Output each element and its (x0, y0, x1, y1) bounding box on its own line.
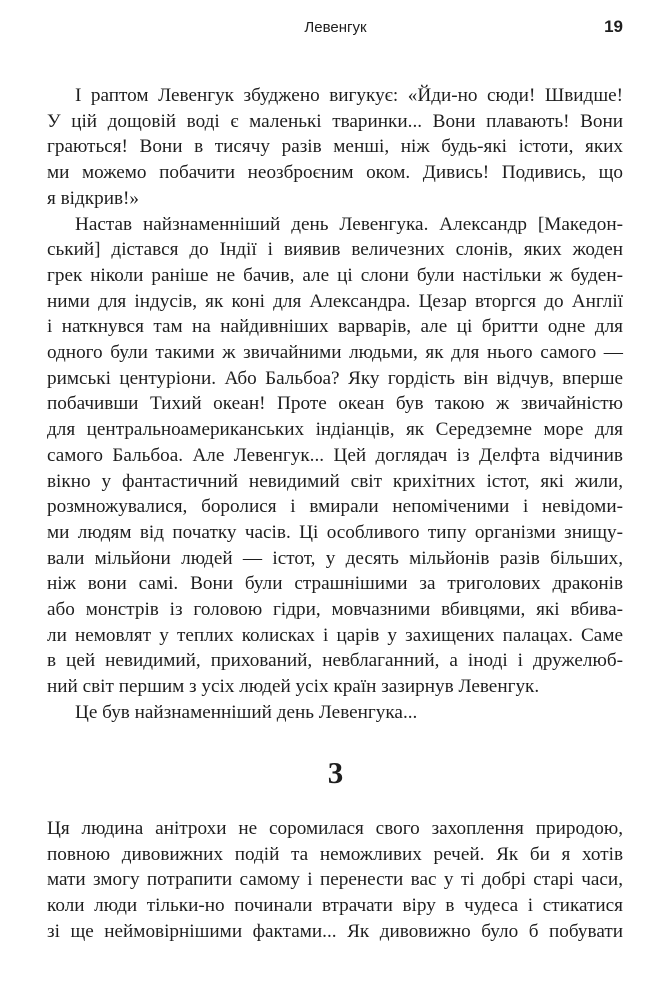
text-line: граються! Вони в тисячу разів менші, ніж будь-які істоти, яких (47, 136, 623, 158)
section-1-text (47, 83, 623, 726)
text-line: мати змогу потрапити самому і перенести вас у ті добрі старі часи, (47, 869, 623, 891)
text-line: зі ще неймовірнішими фактами... Як дивовижно було б побувати (47, 920, 623, 942)
page-number: 19 (604, 17, 623, 36)
text-line: ний світ першим з усіх людей усіх країн зазирнув Левенгук. (47, 676, 540, 698)
text-line: коли люди тільки-но починали втрачати віру в чудеса і стикатися (47, 895, 623, 917)
text-line: для центральноамериканських індіанців, як Середземне море для (47, 419, 623, 441)
text-line: ський] дістався до Індії і виявив величезних слонів, яких жоден (47, 239, 623, 261)
text-line: ми можемо побачити неозброєним оком. Дивись! Подивись, що (47, 162, 623, 184)
text-line: в цей невидимий, прихований, невблаганний, а іноді і дружелюб- (47, 650, 623, 672)
text-line: ли немовлят у теплих колисках і царів у захищених палацах. Саме (47, 624, 623, 646)
text-line: Ця людина анітрохи не соромилася свого захоплення природою, (47, 818, 623, 839)
text-line: Настав найзнаменніший день Левенгука. Александр [Македон- (75, 213, 623, 235)
section-2-text (47, 816, 623, 945)
text-line: І раптом Левенгук збуджено вигукує: «Йди-но сюди! Швидше! (75, 85, 623, 106)
text-line: ми людям від початку часів. Ці особливого типу організми знищу- (47, 521, 623, 543)
paragraph (47, 212, 623, 700)
text-line: одного були такими ж звичайними людьми, як для нього самого — (47, 342, 623, 364)
text-line: або монстрів із головою гідри, мовчазними вбивцями, які вбива- (47, 599, 623, 621)
text-line: розмножувалися, боролися і вмирали непоміченими і невідоми- (47, 496, 623, 518)
paragraph (47, 816, 623, 945)
paragraph (47, 700, 623, 726)
text-line: грек ніколи раніше не бачив, але ці слони були настільки ж буден- (47, 264, 623, 286)
running-title: Левенгук (304, 19, 367, 36)
text-line: і наткнувся там на найдивніших варварів, але ці бритти одне для (47, 316, 623, 338)
text-line: вікно у фантастичний невидимий світ крихітних істот, які жили, (47, 470, 623, 492)
text-line: римські центуріони. Або Бальбоа? Яку гордість він відчув, вперше (47, 367, 623, 389)
text-line: ніж вони самі. Вони були страшнішими за триголових драконів (47, 573, 623, 595)
text-line: Це був найзнаменніший день Левенгука... (75, 701, 418, 723)
text-line: У цій дощовій воді є маленькі тваринки... Вони плавають! Вони (47, 110, 623, 132)
section-heading: 3 (327, 755, 344, 790)
text-line: самого Бальбоа. Але Левенгук... Цей доглядач із Делфта відчинив (47, 444, 623, 466)
text-line: я відкрив!» (47, 187, 140, 209)
text-line: повною дивовижних подій та неможливих речей. Як би я хотів (47, 843, 623, 865)
text-line: побачивши Тихий океан! Проте океан був такою ж звичайністю (47, 393, 623, 415)
paragraph (47, 83, 623, 212)
text-line: ними для індусів, як коні для Александра. Цезар вторгся до Англії (47, 290, 623, 312)
text-line: вали мільйони людей — істот, у десять мільйонів разів більших, (47, 547, 623, 569)
